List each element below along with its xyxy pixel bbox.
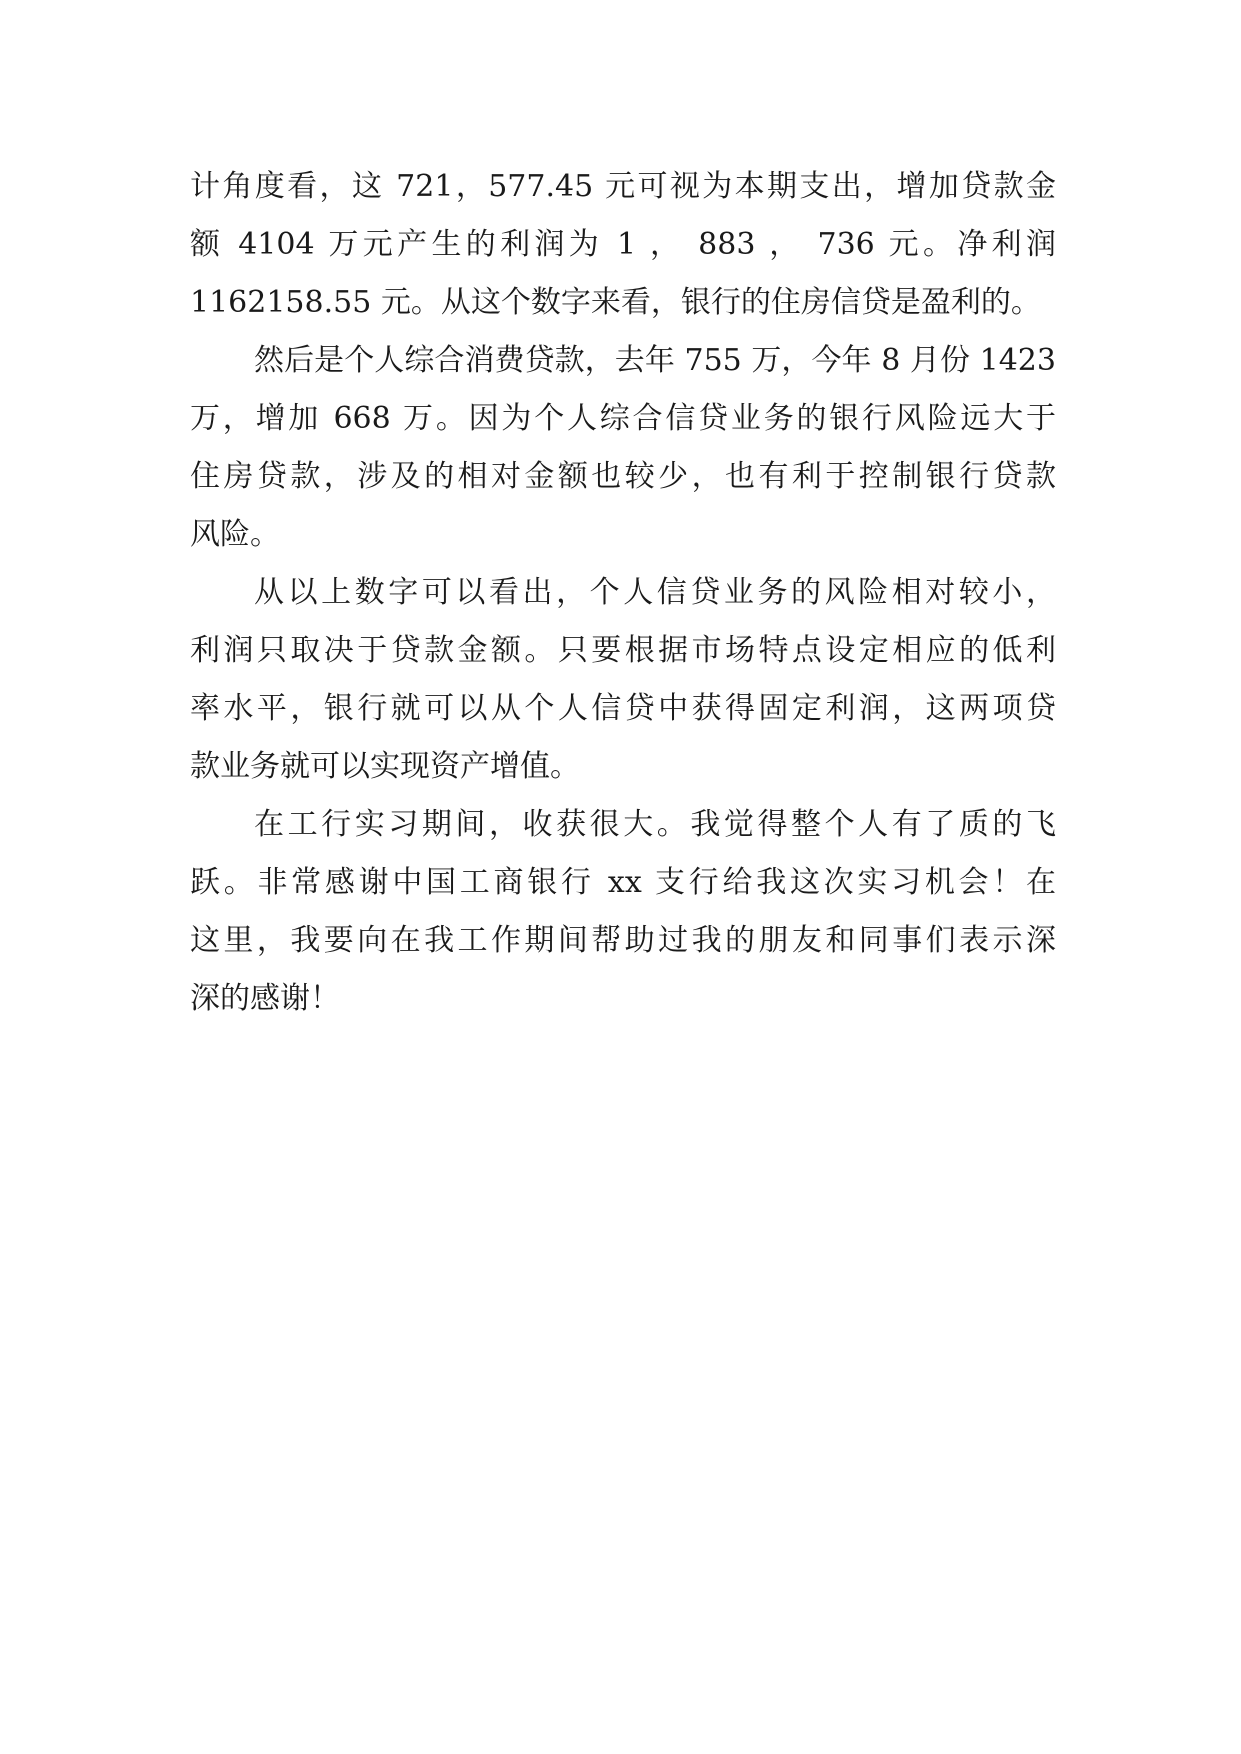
text-line: 跃。非常感谢中国工商银行 xx 支行给我这次实习机会！在 (190, 865, 1056, 900)
text-line: 计角度看，这 721，577.45 元可视为本期支出，增加贷款金 (190, 169, 1056, 204)
paragraph-3 (190, 564, 1056, 796)
text-line: 额 4104 万元产生的利润为 1 ， 883 ， 736 元。净利润 (190, 227, 1056, 262)
text-line: 这里，我要向在我工作期间帮助过我的朋友和同事们表示深 (190, 923, 1056, 958)
paragraph-4 (190, 796, 1056, 1028)
text-line: 住房贷款，涉及的相对金额也较少，也有利于控制银行贷款 (190, 459, 1056, 494)
text-line: 深的感谢！ (190, 981, 340, 1016)
text-line: 然后是个人综合消费贷款，去年 755 万，今年 8 月份 1423 (254, 343, 1056, 378)
paragraph-1 (190, 158, 1056, 332)
text-line: 款业务就可以实现资产增值。 (190, 749, 580, 784)
text-line: 率水平，银行就可以从个人信贷中获得固定利润，这两项贷 (190, 691, 1056, 726)
text-line: 1162158.55 元。从这个数字来看，银行的住房信贷是盈利的。 (190, 285, 1041, 320)
text-line: 在工行实习期间，收获很大。我觉得整个人有了质的飞 (254, 807, 1056, 842)
text-line: 风险。 (190, 517, 280, 552)
text-line: 利润只取决于贷款金额。只要根据市场特点设定相应的低利 (190, 633, 1056, 668)
text-line: 从以上数字可以看出，个人信贷业务的风险相对较小， (254, 575, 1056, 610)
text-line: 万，增加 668 万。因为个人综合信贷业务的银行风险远大于 (190, 401, 1056, 436)
paragraph-2 (190, 332, 1056, 564)
document-body (190, 158, 1056, 1028)
